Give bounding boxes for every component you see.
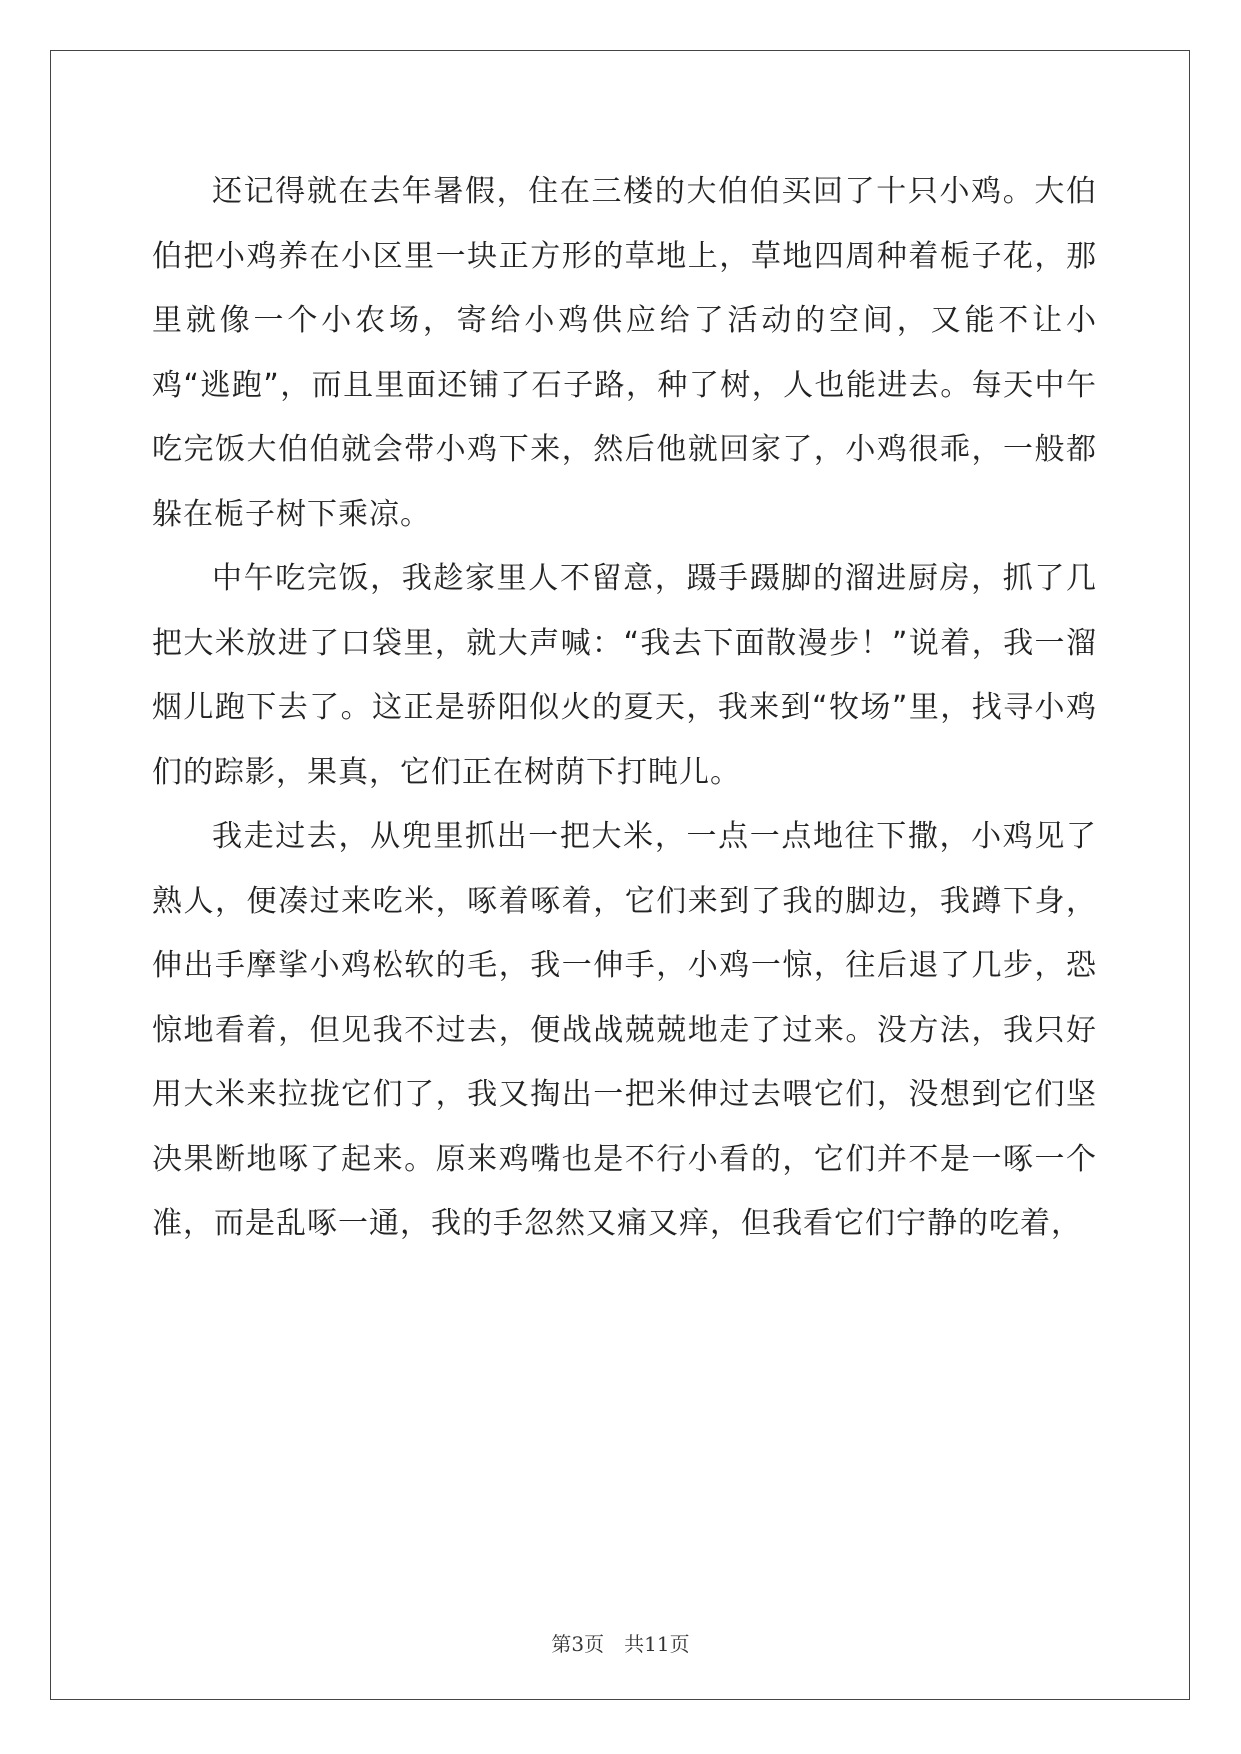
page-number: 第3页 — [551, 1632, 605, 1656]
paragraph-3: 我走过去，从兜里抓出一把大米，一点一点地往下撒，小鸡见了熟人，便凑过来吃米，啄着啄着，它们来到了我的脚边，我蹲下身，伸出手摩挲小鸡松软的毛，我一伸手，小鸡一惊，往后退了几步，恐惊地看着，但见我不过去，便战战兢兢地走了过来。没方法，我只好用大米来拉拢它们了，我又掏出一把米伸过去喂它们，没想到它们坚决果断地啄了起来。原来鸡嘴也是不行小看的，它们并不是一啄一个准，而是乱啄一通，我的手忽然又痛又痒，但我看它们宁静的吃着， — [152, 819, 1097, 1241]
paragraph-1: 还记得就在去年暑假，住在三楼的大伯伯买回了十只小鸡。大伯伯把小鸡养在小区里一块正方形的草地上，草地四周种着栀子花，那里就像一个小农场，寄给小鸡供应给了活动的空间，又能不让小鸡“逃跑”，而且里面还铺了石子路，种了树，人也能进去。每天中午吃完饭大伯伯就会带小鸡下来，然后他就回家了，小鸡很乖，一般都躲在栀子树下乘凉。 — [152, 174, 1097, 532]
page-footer — [0, 1628, 1241, 1657]
total-pages: 共11页 — [624, 1632, 690, 1656]
document-body — [152, 160, 1097, 1257]
paragraph-2: 中午吃完饭，我趁家里人不留意，蹑手蹑脚的溜进厨房，抓了几把大米放进了口袋里，就大声喊：“我去下面散漫步！”说着，我一溜烟儿跑下去了。这正是骄阳似火的夏天，我来到“牧场”里，找寻小鸡们的踪影，果真，它们正在树荫下打盹儿。 — [152, 561, 1097, 790]
